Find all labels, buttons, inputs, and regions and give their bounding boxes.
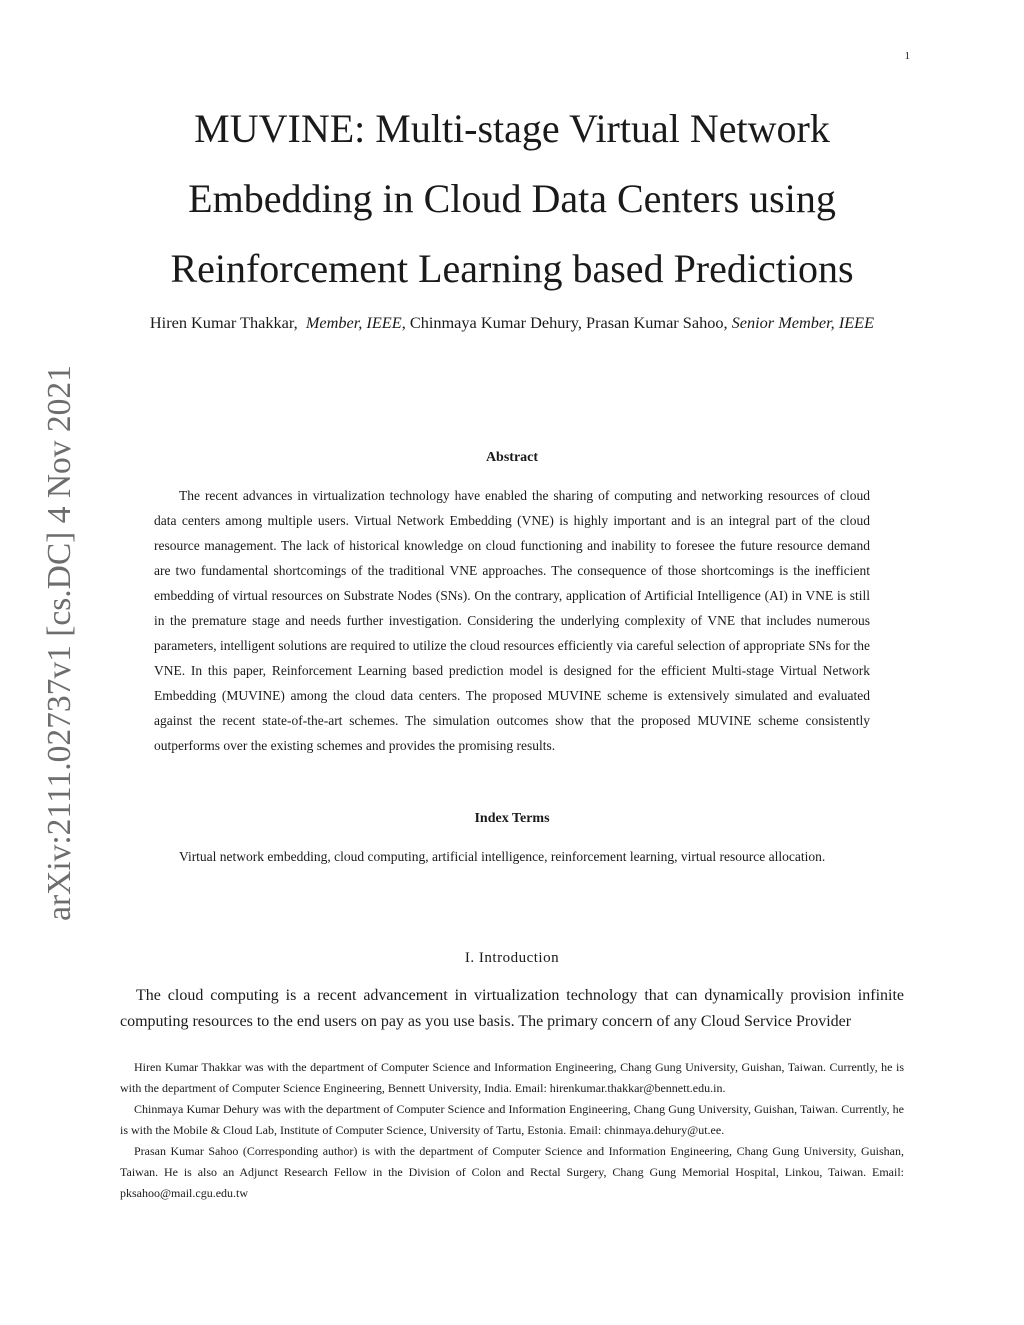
introduction-text: The cloud computing is a recent advancement in virtualization technology that can dynamically provision infinite computing resources to the end users on pay as you use basis. The primary concern of any Cloud Service Provider [120,987,904,1030]
index-terms-text: Virtual network embedding, cloud computing, artificial intelligence, reinforcement learning, virtual resource allocation. [179,849,826,864]
author-affiliation: Member, IEEE [778,313,875,332]
author-affiliation: Senior [731,313,775,332]
introduction-heading: I. Introduction [464,950,560,966]
author-name: Prasan Kumar Sahoo, [586,313,728,332]
index-terms-heading: Index Terms [474,811,550,826]
author-name: Hiren Kumar Thakkar, [149,313,298,332]
abstract-heading: Abstract [485,450,539,465]
footnote: Chinmaya Kumar Dehury was with the department of Computer Science and Information Engineering, Chang Gung University, Guishan, Taiwan. Currently, he is with the Mobile & Cloud Lab, Institute of Computer Science, University of Tartu, Estonia. Email: chinmaya.dehury@ut.ee. [120,1102,904,1137]
title-line: Reinforcement Learning based Predictions [170,246,854,291]
author-affiliation: Member, IEEE [305,313,402,332]
title-line: Embedding in Cloud Data Centers using [188,176,836,221]
author-list: Hiren Kumar Thakkar, Member, IEEE, Chinmaya Kumar Dehury, Prasan Kumar Sahoo, Senior Member, IEEE [149,313,875,332]
arxiv-identifier: arXiv:2111.02737v1 [cs.DC] 4 Nov 2021 [41,365,78,921]
paper-title [120,94,904,304]
title-line: MUVINE: Multi-stage Virtual Network [194,106,830,151]
footnote: Hiren Kumar Thakkar was with the department of Computer Science and Information Engineering, Chang Gung University, Guishan, Taiwan. Currently, he is with the department of Computer Science Engineering, Bennett University, India. Email: hirenkumar.thakkar@bennett.edu.in. [120,1060,904,1095]
abstract-text: The recent advances in virtualization technology have enabled the sharing of computing and networking resources of cloud data centers among multiple users. Virtual Network Embedding (VNE) is highly important and is an integral part of the cloud resource management. The lack of historical knowledge on cloud functioning and inability to foresee the future resource demand are two fundamental shortcomings of the traditional VNE approaches. The consequence of those shortcomings is the inefficient embedding of virtual resources on Substrate Nodes (SNs). On the contrary, application of Artificial Intelligence (AI) in VNE is still in the premature stage and needs further investigation. Considering the underlying complexity of VNE that includes numerous parameters, intelligent solutions are required to utilize the cloud resources efficiently via careful selection of appropriate SNs for the VNE. In this paper, Reinforcement Learning based prediction model is designed for the efficient Multi-stage Virtual Network Embedding (MUVINE) among the cloud data centers. The proposed MUVINE scheme is extensively simulated and evaluated against the recent state-of-the-art schemes. The simulation outcomes show that the proposed MUVINE scheme consistently outperforms over the existing schemes and provides the promising results. [154,488,870,753]
author-footnotes [120,1057,904,1204]
footnote: Prasan Kumar Sahoo (Corresponding author) is with the department of Computer Science and Information Engineering, Chang Gung University, Guishan, Taiwan. He is also an Adjunct Research Fellow in the Division of Colon and Rectal Surgery, Chang Gung Memorial Hospital, Linkou, Taiwan. Email: pksahoo@mail.cgu.edu.tw [120,1144,904,1200]
page-number: 1 [904,50,910,62]
author-name: Chinmaya Kumar Dehury, [409,313,582,332]
